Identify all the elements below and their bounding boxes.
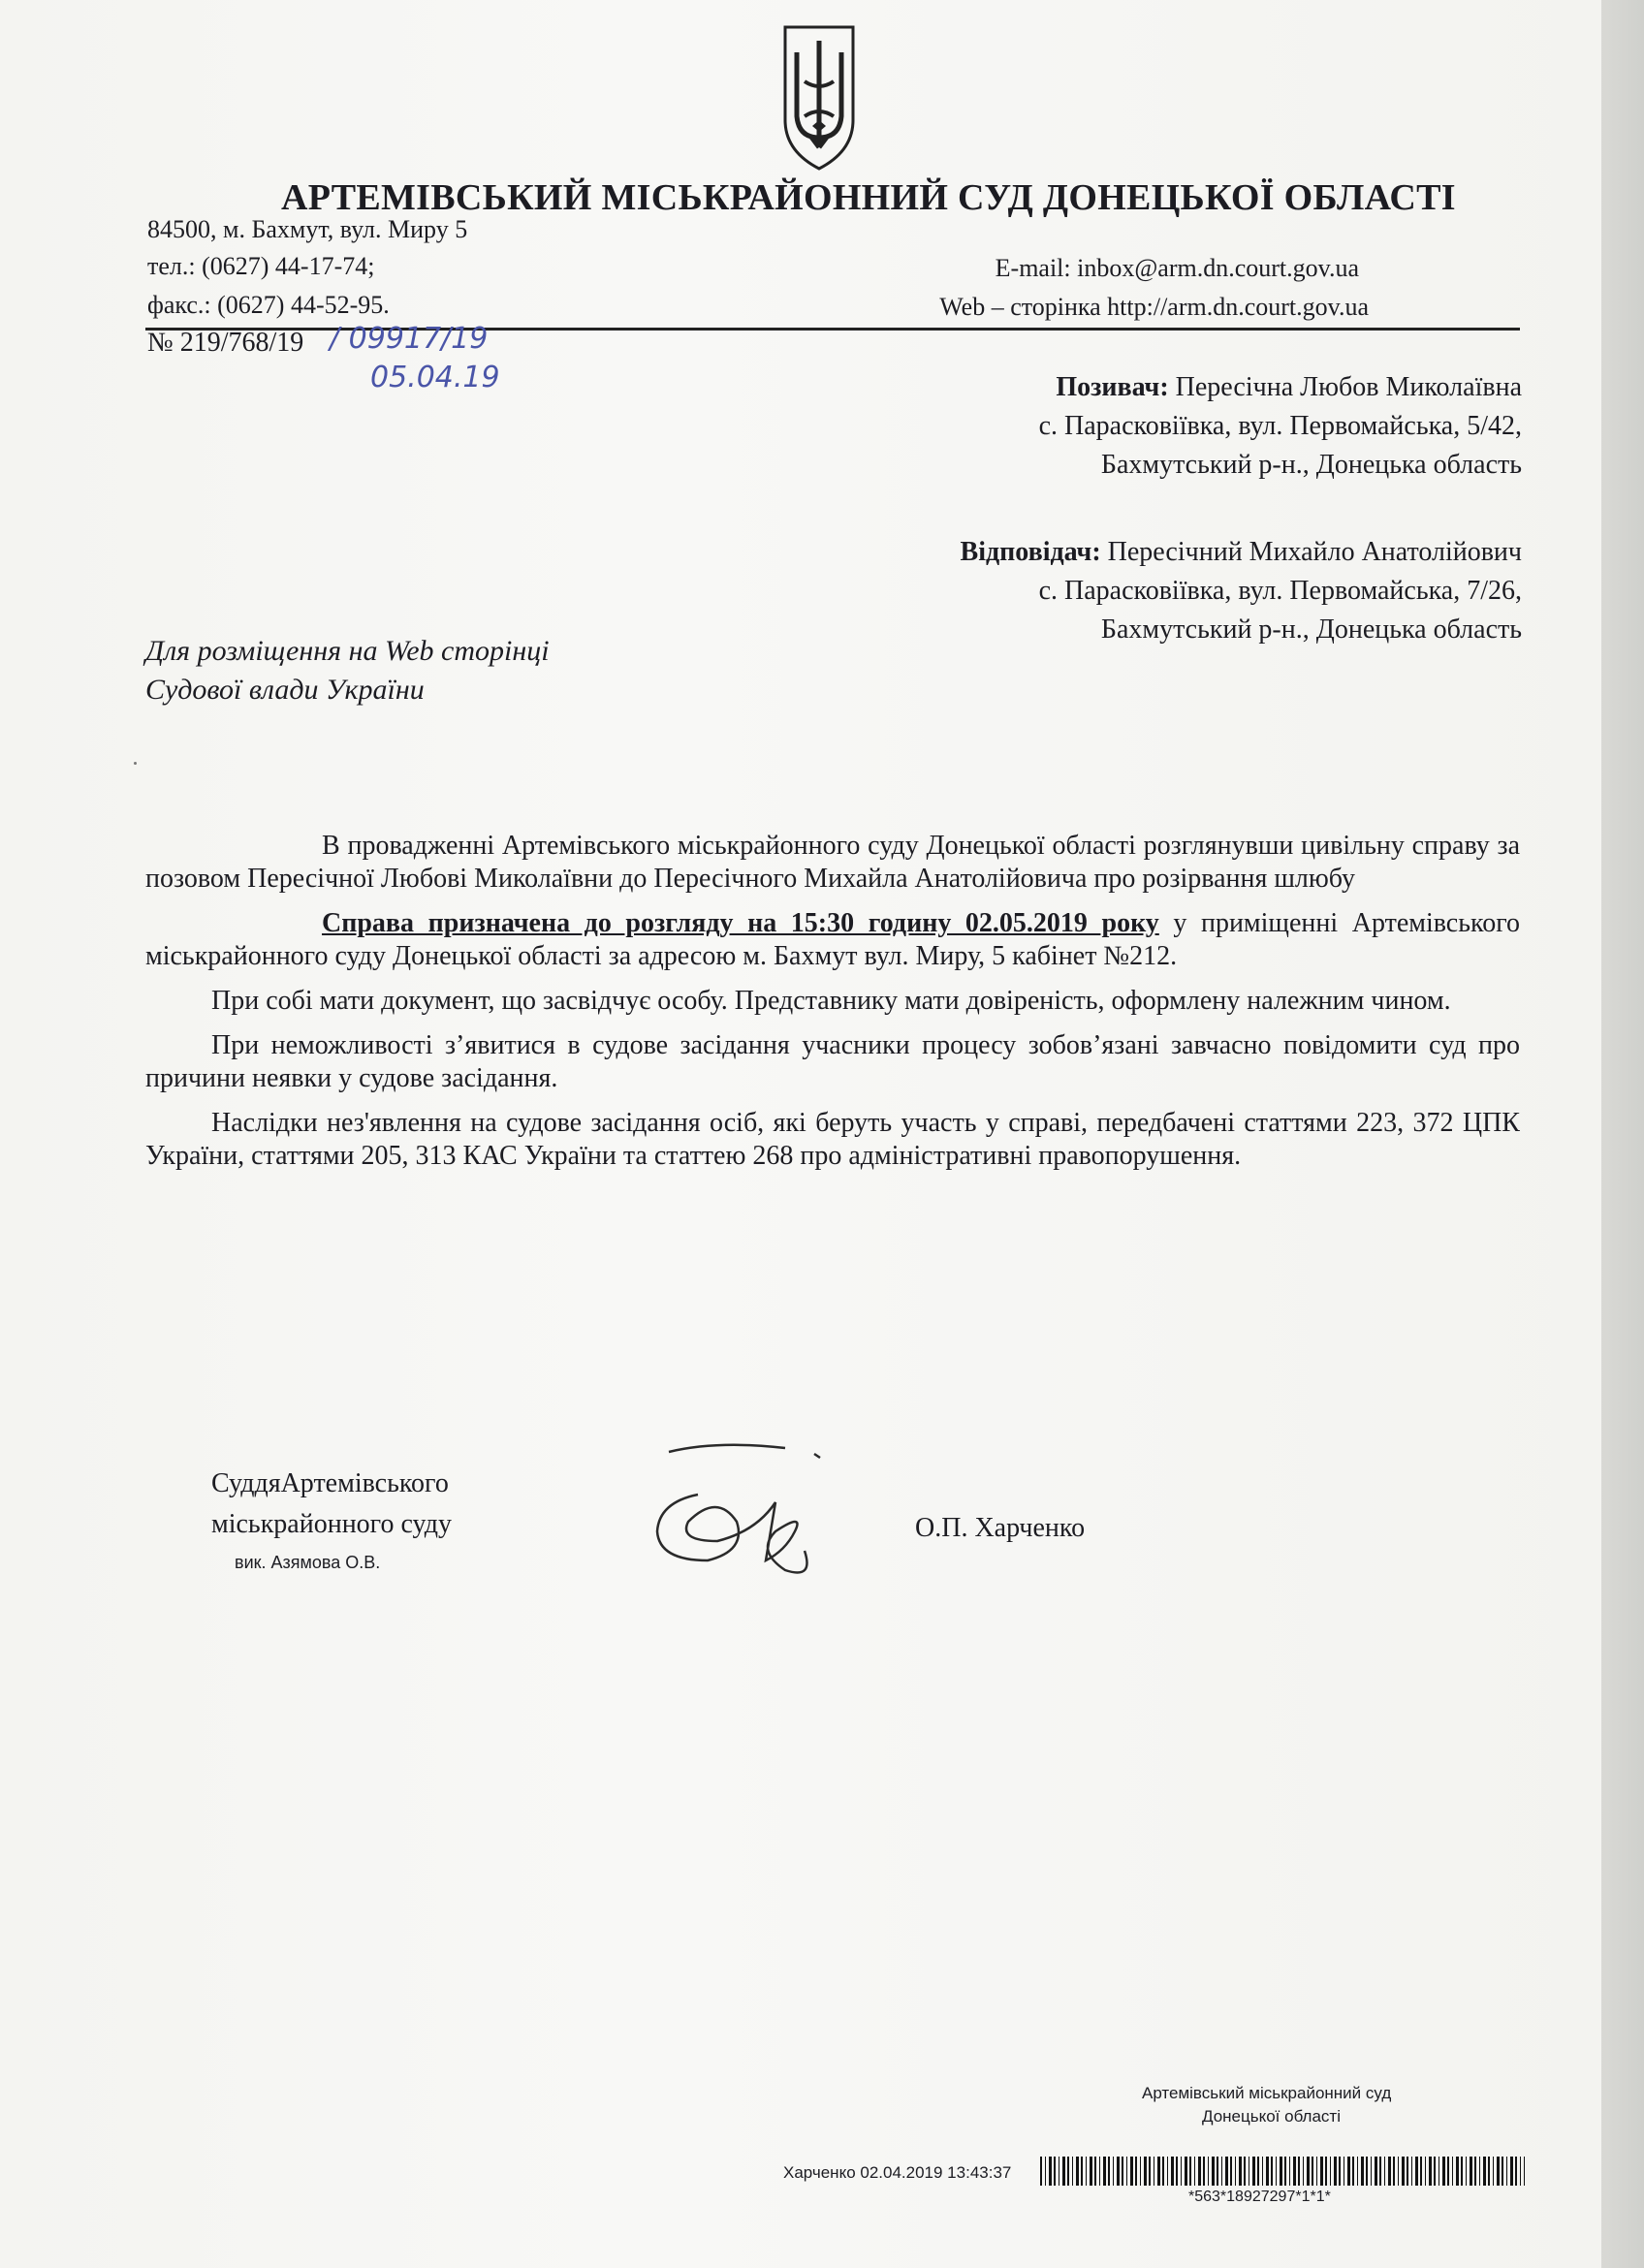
plaintiff-name: Пересічна Любов Миколаївна — [1175, 372, 1522, 402]
scan-speck — [134, 762, 137, 765]
stamp-org-line1: Артемівський міськрайонний суд — [1142, 2084, 1392, 2102]
handwritten-signature — [640, 1434, 834, 1590]
court-website: Web – сторінка http://arm.dn.court.gov.ua — [939, 293, 1369, 321]
barcode-caption: *563*18927297*1*1* — [1188, 2189, 1331, 2205]
plaintiff-block — [1039, 368, 1522, 485]
court-email: E-mail: inbox@arm.dn.court.gov.ua — [995, 254, 1359, 282]
body-paragraph-documents: При собі мати документ, що засвідчує особу. Представнику мати довіреність, оформлену належним чином. — [211, 986, 1451, 1016]
judge-name: О.П. Харченко — [915, 1513, 1086, 1543]
court-phone: тел.: (0627) 44-17-74; — [147, 252, 375, 280]
court-fax: факс.: (0627) 44-52-95. — [147, 291, 390, 319]
court-address: 84500, м. Бахмут, вул. Миру 5 — [147, 215, 468, 243]
defendant-name: Пересічний Михайло Анатолійович — [1107, 537, 1522, 567]
plaintiff-address-line1: с. Парасковіївка, вул. Первомайська, 5/42, — [1038, 411, 1522, 441]
stamp-org-line2: Донецької області — [1202, 2107, 1341, 2126]
hearing-date-emphasis: Справа призначена до розгляду на 15:30 годину 02.05.2019 року — [322, 908, 1159, 938]
scanner-edge — [1601, 0, 1644, 2268]
judge-title-line2: міськрайонного суду — [211, 1509, 453, 1539]
plaintiff-address-line2: Бахмутський р-н., Донецька область — [1100, 450, 1522, 480]
body-paragraph-absence: При неможливості з’явитися в судове засідання учасники процесу зобов’язані завчасно повідомити суд про причини неявки у судове засідання. — [145, 1030, 1520, 1093]
plaintiff-label: Позивач: — [1056, 372, 1169, 402]
defendant-label: Відповідач: — [960, 537, 1101, 567]
court-title: АРТЕМІВСЬКИЙ МІСЬКРАЙОННИЙ СУД ДОНЕЦЬКОЇ ОБЛАСТІ — [281, 177, 1456, 218]
hearing-location: у приміщенні Артемівського міськрайонного суду Донецької області за адресою м. Бахмут вул. Миру, 5 кабінет №212. — [145, 908, 1520, 971]
placement-note-line2: Судової влади України — [145, 674, 425, 706]
placement-note-line1: Для розміщення на Web сторінці — [145, 635, 550, 667]
handwritten-registration-number: / 09917/19 — [330, 322, 489, 356]
notice-body — [145, 830, 1520, 1184]
defendant-address-line1: с. Парасковіївка, вул. Первомайська, 7/26, — [1038, 576, 1522, 606]
case-number: № 219/768/19 — [147, 328, 304, 358]
body-paragraph-consequences: Наслідки нез'явлення на судове засідання осіб, які беруть участь у справі, передбачені статтями 223, 372 ЦПК України, статтями 205, 313 КАС України та статтею 268 про адміністративні правопорушення. — [145, 1108, 1520, 1171]
executor-note: вик. Азямова О.В. — [235, 1553, 381, 1572]
body-paragraph-proceedings: В провадженні Артемівського міськрайонного суду Донецької області розглянувши цивільну справу за позовом Пересічної Любові Миколаївни до Пересічного Михайла Анатолійовича про розірвання шлюбу — [145, 831, 1520, 894]
defendant-block — [961, 533, 1522, 649]
trident-emblem-icon — [781, 23, 857, 173]
body-paragraph-hearing — [145, 907, 1520, 973]
defendant-address-line2: Бахмутський р-н., Донецька область — [1100, 614, 1522, 645]
judge-title-line1: СуддяАртемівського — [211, 1468, 449, 1498]
stamp-registration: Харченко 02.04.2019 13:43:37 — [783, 2163, 1012, 2182]
registration-barcode — [1040, 2157, 1525, 2186]
handwritten-registration-date: 05.04.19 — [370, 361, 500, 394]
